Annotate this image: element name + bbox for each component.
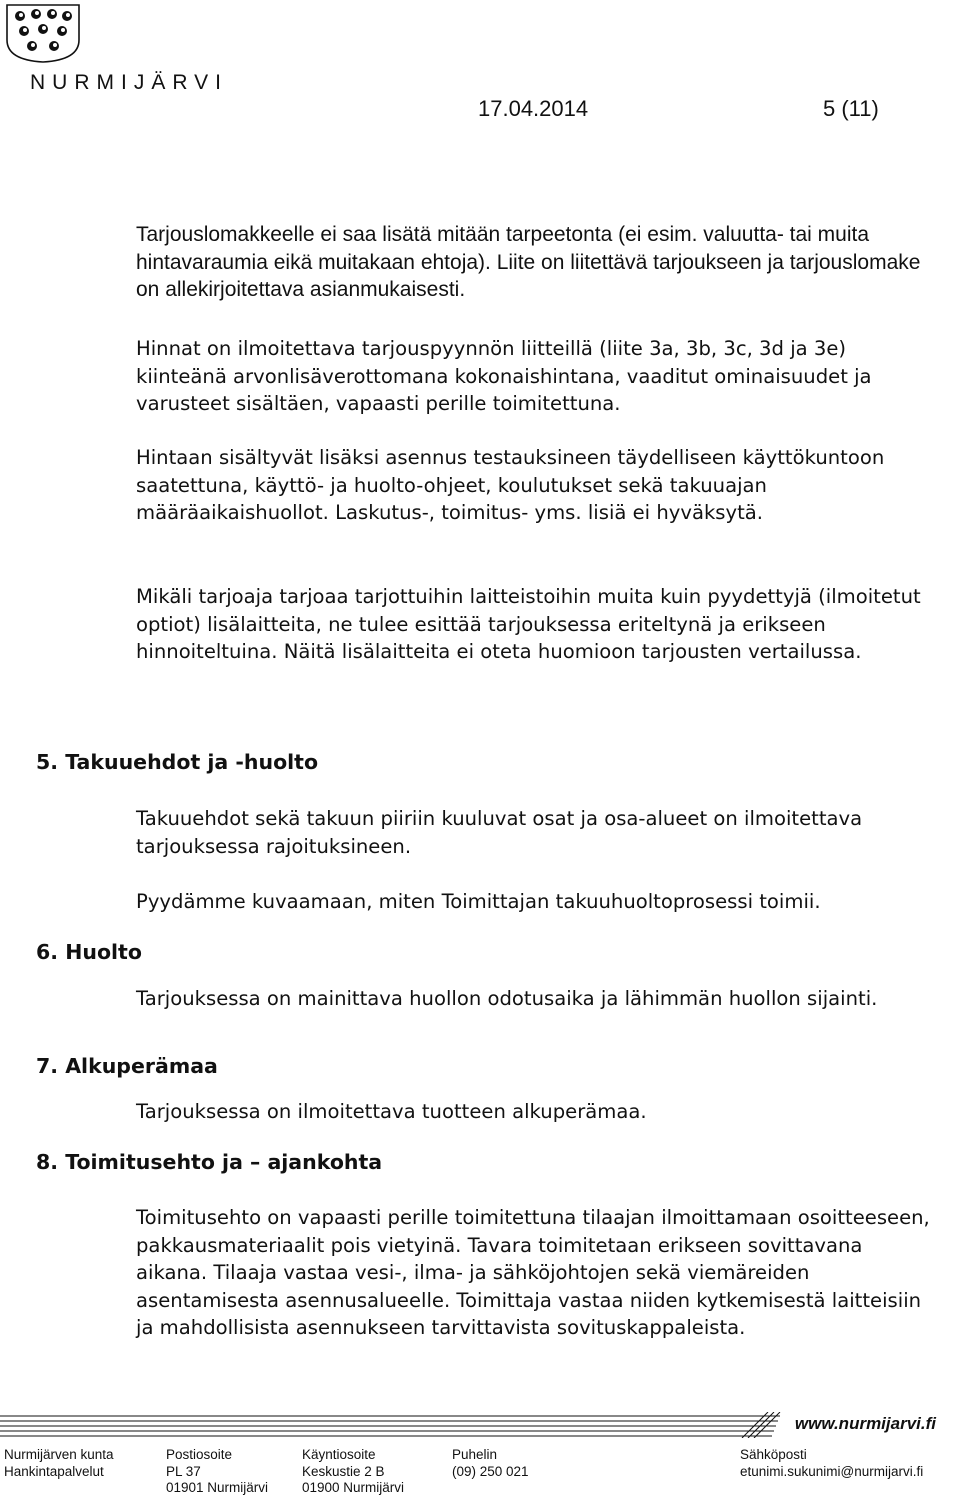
- website-link[interactable]: www.nurmijarvi.fi: [794, 1414, 936, 1433]
- footer-email: [740, 1447, 923, 1480]
- paragraph-intro-3: Hintaan sisältyvät lisäksi asennus testauksineen täydelliseen käyttökuntoon saatettuna, käyttö- ja huolto-ohjeet, koulutukset sekä takuuajan määräaikaishuollot. Laskutus-, toimitus- yms. lisiä ei hyväksytä.: [136, 446, 885, 524]
- footer-visit-label: Käyntiosoite: [302, 1447, 376, 1462]
- footer-postal-city: 01901 Nurmijärvi: [166, 1480, 269, 1495]
- footer-org-name: Nurmijärven kunta: [4, 1447, 114, 1462]
- footer-visit: [302, 1447, 404, 1497]
- paragraph-6-1: Tarjouksessa on mainittava huollon odotusaika ja lähimmän huollon sijainti.: [136, 987, 878, 1010]
- paragraph-8-1: Toimitusehto on vapaasti perille toimitettuna tilaajan ilmoittamaan osoitteeseen, pakkausmateriaalit pois vietyinä. Tavara toimitetaan erikseen sovittavana aikana. Tilaaja vastaa vesi-, ilma- ja sähköjohtojen sekä viemäreiden asentamisesta asennusalueelle. Toimittaja vastaa niiden kytkemisestä laitteisiin ja mahdollisista asennukseen tarvittavista sovituskappaleista.: [136, 1206, 930, 1339]
- footer-organization: [4, 1447, 114, 1480]
- section-heading-6: 6. Huolto: [36, 940, 142, 964]
- footer-email-address[interactable]: etunimi.sukunimi@nurmijarvi.fi: [740, 1463, 924, 1479]
- page-number: 5 (11): [823, 96, 879, 121]
- section-heading-5: 5. Takuuehdot ja -huolto: [36, 750, 319, 774]
- document-date: 17.04.2014: [478, 96, 589, 121]
- footer-phone: [452, 1447, 529, 1480]
- paragraph-5-1: Takuuehdot sekä takuun piiriin kuuluvat osat ja osa-alueet on ilmoitettava tarjouksessa rajoituksineen.: [136, 807, 863, 858]
- paragraph-intro-4: Mikäli tarjoaja tarjoaa tarjottuihin laitteistoihin muita kuin pyydettyjä (ilmoitetut optiot) lisälaitteita, ne tulee esittää tarjouksessa eriteltynä ja erikseen hinnoiteltuina. Näitä lisälaitteita ei oteta huomioon tarjousten vertailussa.: [136, 585, 921, 663]
- paragraph-7-1: Tarjouksessa on ilmoitettava tuotteen alkuperämaa.: [136, 1100, 647, 1123]
- footer-visit-city: 01900 Nurmijärvi: [302, 1480, 405, 1495]
- footer-org-unit: Hankintapalvelut: [4, 1463, 104, 1479]
- section-heading-8: 8. Toimitusehto ja – ajankohta: [36, 1150, 383, 1174]
- section-heading-7: 7. Alkuperämaa: [36, 1054, 218, 1078]
- footer-phone-label: Puhelin: [452, 1447, 498, 1462]
- footer-postal-box: PL 37: [166, 1463, 201, 1479]
- footer-postal-label: Postiosoite: [166, 1447, 233, 1462]
- coat-of-arms-icon: [4, 2, 82, 64]
- municipality-logo: [0, 0, 250, 100]
- footer-email-label: Sähköposti: [740, 1447, 807, 1462]
- paragraph-5-2: Pyydämme kuvaamaan, miten Toimittajan takuuhuoltoprosessi toimii.: [136, 890, 821, 913]
- logo-wordmark: NURMIJÄRVI: [30, 71, 228, 94]
- footer-visit-street: Keskustie 2 B: [302, 1463, 385, 1479]
- paragraph-intro-1: Tarjouslomakkeelle ei saa lisätä mitään tarpeetonta (ei esim. valuutta- tai muita hintavaraumia eikä muitakaan ehtoja). Liite on liitettävä tarjoukseen ja tarjouslomake on allekirjoitettava asianmukaisesti.: [136, 223, 921, 301]
- footer-postal: [166, 1447, 268, 1497]
- paragraph-intro-2: Hinnat on ilmoitettava tarjouspyynnön liitteillä (liite 3a, 3b, 3c, 3d ja 3e) kiinteänä arvonlisäverottomana kokonaishintana, vaaditut ominaisuudet ja varusteet sisältäen, vapaasti perille toimitettuna.: [136, 337, 872, 415]
- footer-phone-number[interactable]: (09) 250 021: [452, 1463, 529, 1479]
